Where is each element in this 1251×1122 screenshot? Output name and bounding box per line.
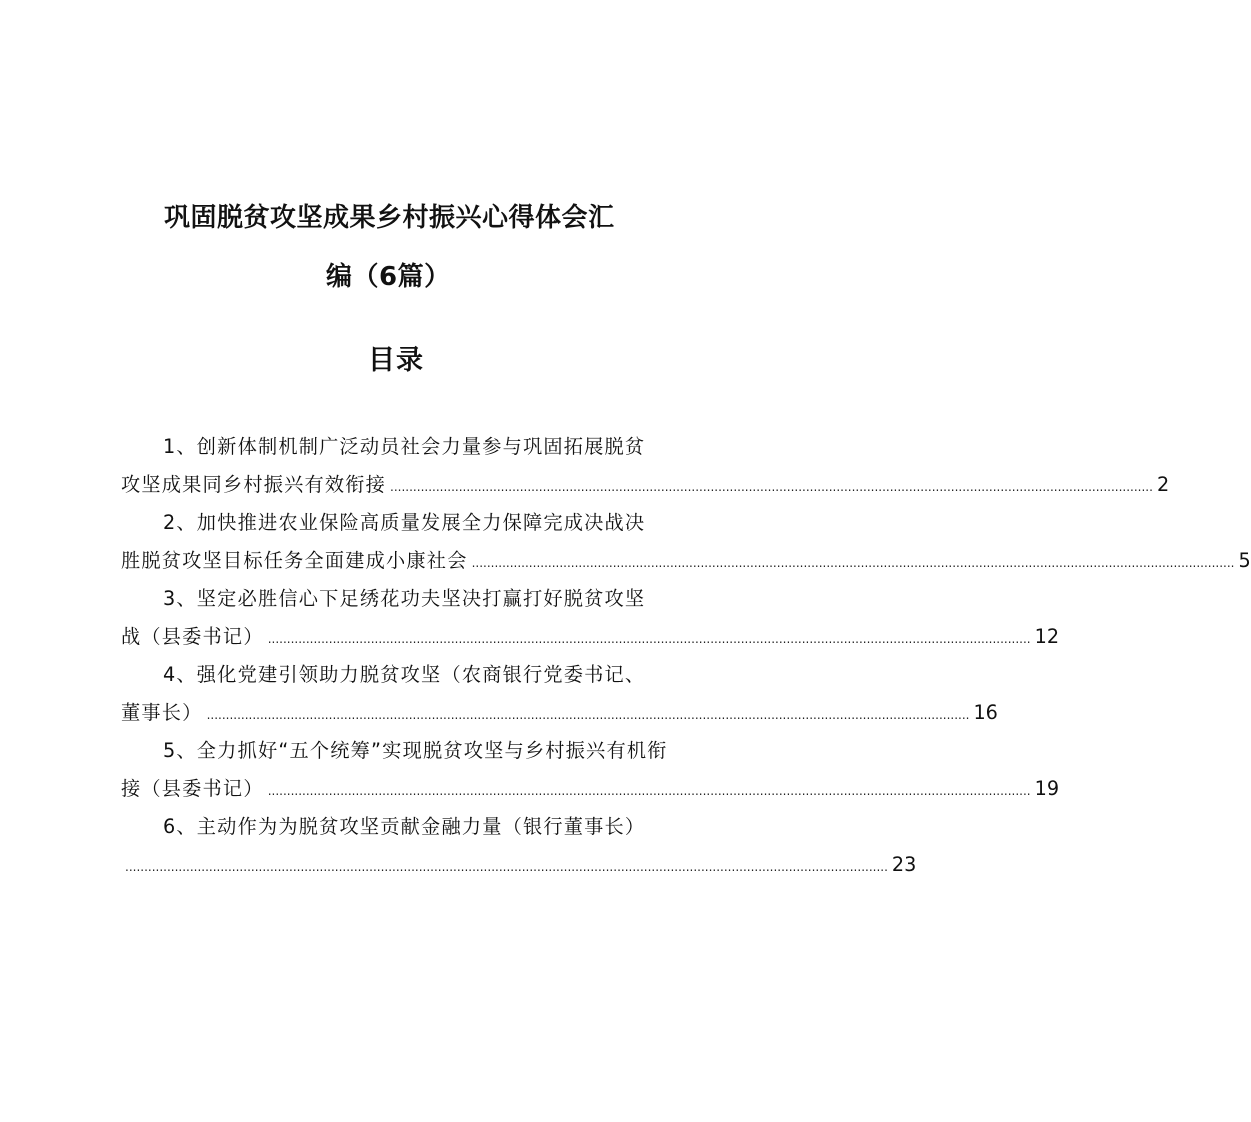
toc-page-number: 2	[1156, 473, 1170, 496]
toc-dot-leader: ........................................................................................................................................................................................................	[390, 480, 1153, 494]
toc-entry-6[interactable]	[121, 808, 917, 884]
toc-entry-2[interactable]	[121, 504, 1251, 580]
toc-entry-3[interactable]	[121, 580, 1060, 656]
toc-entry-second-line	[121, 542, 1251, 580]
toc-entry-title-continuation: 接（县委书记）	[121, 777, 264, 800]
toc-dot-leader: ........................................................................................................................................................................................................	[471, 556, 1235, 570]
toc-entry-title-continuation: 董事长）	[121, 701, 203, 724]
toc-entry-4[interactable]	[121, 656, 998, 732]
toc-entry-second-line	[121, 694, 998, 732]
toc-entry-title-continuation: 战（县委书记）	[121, 625, 264, 648]
toc-entry-title-line: 4、强化党建引领助力脱贫攻坚（农商银行党委书记、	[163, 663, 646, 686]
toc-entry-second-line	[121, 466, 1170, 504]
toc-entry-title-line: 3、坚定必胜信心下足绣花功夫坚决打赢打好脱贫攻坚	[163, 587, 646, 610]
toc-page-number: 16	[973, 701, 998, 724]
toc-entry-title-continuation: 攻坚成果同乡村振兴有效衔接	[121, 473, 387, 496]
toc-entry-second-line	[121, 770, 1060, 808]
toc-entry-second-line	[121, 618, 1060, 656]
toc-page-number: 23	[891, 853, 917, 876]
toc-entry-title-line: 6、主动作为为脱贫攻坚贡献金融力量（银行董事长）	[163, 815, 646, 838]
document-title-line-1: 巩固脱贫攻坚成果乡村振兴心得体会汇	[164, 203, 615, 233]
toc-entry-title-line: 1、创新体制机制广泛动员社会力量参与巩固拓展脱贫	[163, 435, 646, 458]
toc-entry-title-line: 2、加快推进农业保险高质量发展全力保障完成决战决	[163, 511, 646, 534]
document-title-line-2: 编（6篇）	[326, 262, 451, 292]
toc-page-number: 5	[1238, 549, 1251, 572]
toc-entry-1[interactable]	[121, 428, 1170, 504]
toc-dot-leader: ........................................................................................................................................................................................................	[206, 708, 970, 722]
toc-heading: 目录	[368, 345, 424, 376]
toc-entry-5[interactable]	[121, 732, 1060, 808]
toc-page-number: 12	[1034, 625, 1060, 648]
toc-dot-leader: ........................................................................................................................................................................................................	[267, 784, 1031, 798]
toc-entry-second-line	[121, 846, 917, 884]
toc-entry-title-continuation: 胜脱贫攻坚目标任务全面建成小康社会	[121, 549, 468, 572]
toc-entry-title-line: 5、全力抓好“五个统筹”实现脱贫攻坚与乡村振兴有机衔	[163, 739, 668, 762]
table-of-contents	[121, 428, 1251, 884]
toc-page-number: 19	[1034, 777, 1060, 800]
toc-dot-leader: ........................................................................................................................................................................................................	[267, 632, 1031, 646]
toc-dot-leader: ........................................................................................................................................................................................................	[125, 860, 888, 874]
